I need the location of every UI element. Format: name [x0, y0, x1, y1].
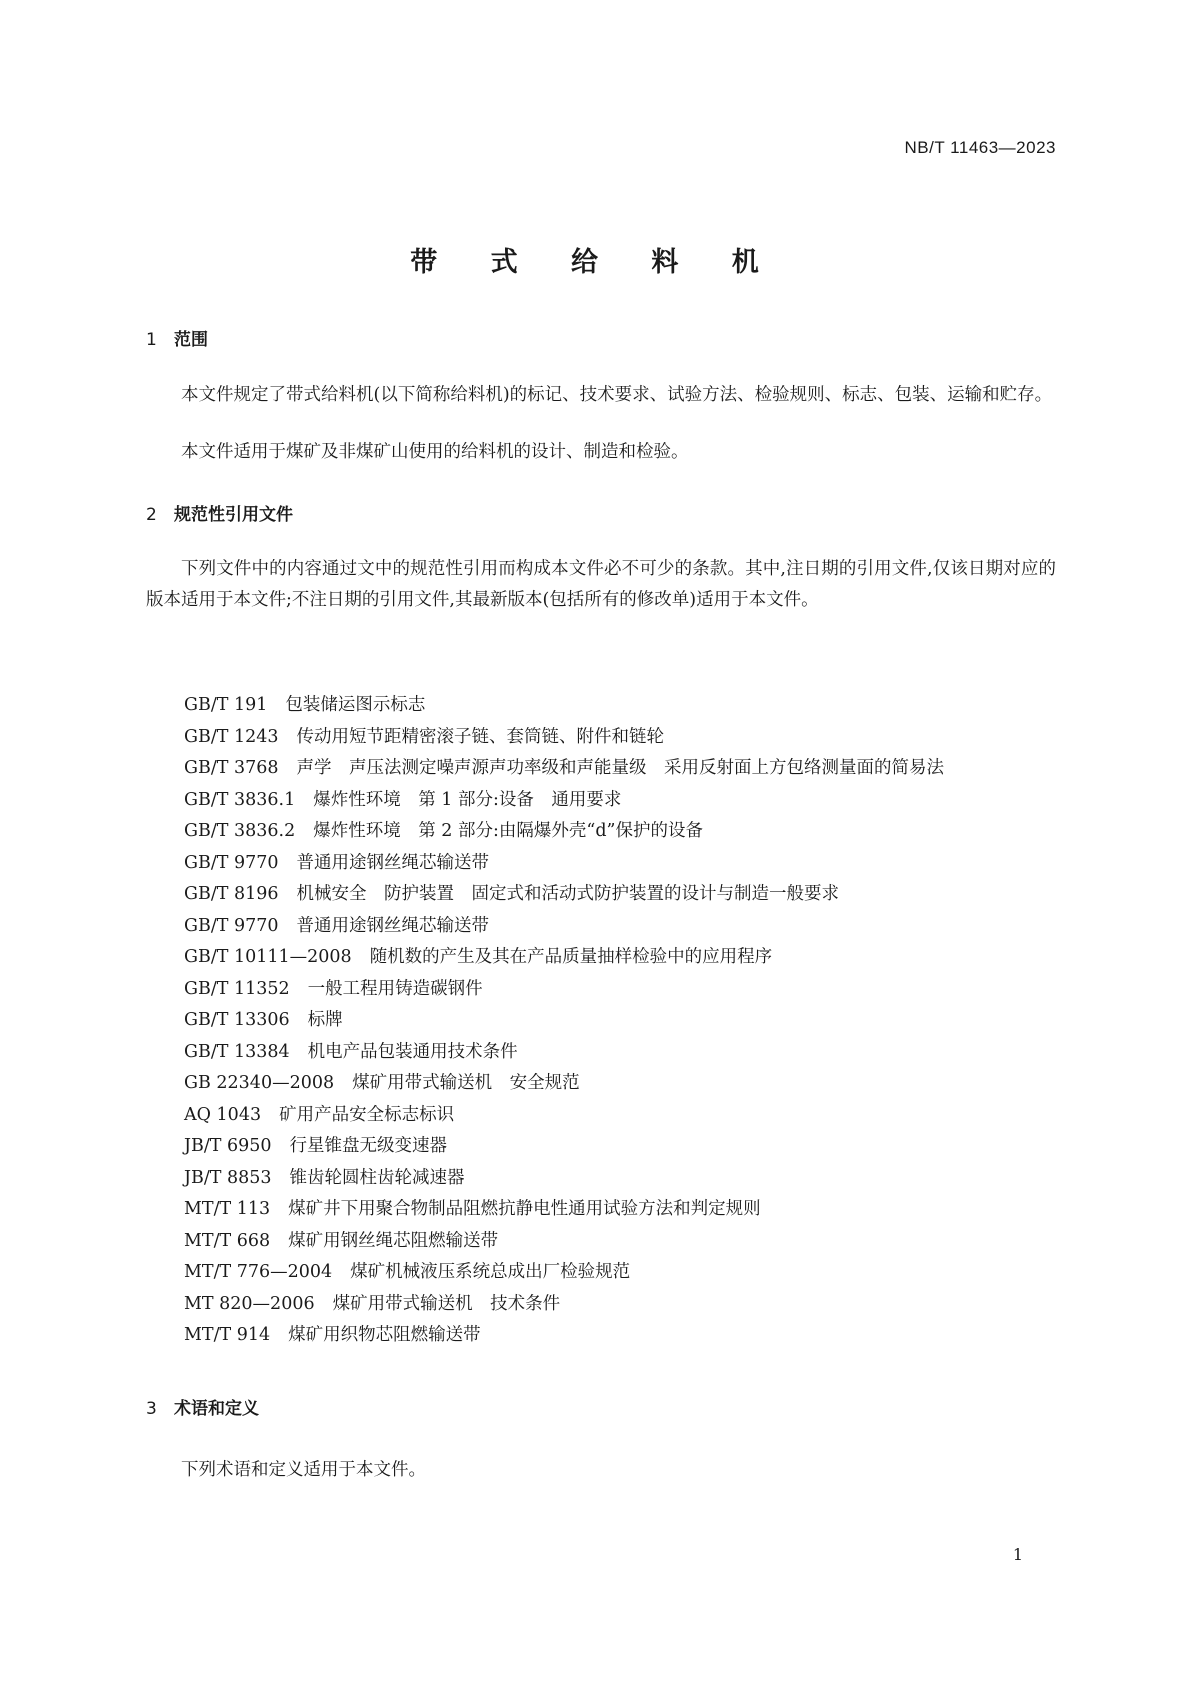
section-3-heading	[146, 1394, 259, 1419]
section-3-title: 术语和定义	[174, 1399, 259, 1419]
reference-code: GB/T 1243	[184, 726, 279, 747]
section-3-intro: 下列术语和定义适用于本文件。	[181, 1460, 426, 1480]
reference-code: GB/T 10111—2008	[184, 947, 352, 967]
reference-item	[184, 785, 1056, 817]
reference-code: GB/T 13384	[184, 1041, 290, 1062]
reference-title: 包装储运图示标志	[285, 695, 426, 715]
reference-item	[184, 1005, 1056, 1037]
reference-title: 随机数的产生及其在产品质量抽样检验中的应用程序	[369, 947, 773, 967]
page-number: 1	[1012, 1545, 1023, 1564]
reference-title: 普通用途钢丝绳芯输送带	[296, 852, 490, 873]
section-1-paragraph-2: 本文件适用于煤矿及非煤矿山使用的给料机的设计、制造和检验。	[181, 442, 689, 462]
reference-code: GB/T 11352	[184, 978, 290, 999]
section-3-number: 3	[146, 1399, 157, 1419]
reference-title: 声学 声压法测定噪声源声功率级和声能量级 采用反射面上方包络测量面的简易法	[296, 758, 945, 778]
reference-item	[184, 879, 1056, 911]
reference-title: 煤矿井下用聚合物制品阻燃抗静电性通用试验方法和判定规则	[288, 1199, 761, 1219]
reference-code: AQ 1043	[184, 1104, 262, 1125]
reference-code: GB/T 3768	[184, 758, 279, 778]
section-1-paragraph-1: 本文件规定了带式给料机(以下简称给料机)的标记、技术要求、试验方法、检验规则、标志、包装、运输和贮存。	[181, 385, 1053, 405]
reference-code: MT/T 776—2004	[184, 1262, 333, 1282]
reference-code: MT 820—2006	[184, 1293, 315, 1314]
section-2-number: 2	[146, 505, 157, 525]
reference-title: 爆炸性环境 第 1 部分:设备 通用要求	[313, 789, 622, 810]
reference-code: GB/T 13306	[184, 1010, 290, 1030]
reference-code: GB/T 3836.2	[184, 821, 296, 841]
reference-item	[184, 690, 1056, 722]
section-2-title: 规范性引用文件	[174, 505, 293, 525]
reference-code: GB/T 8196	[184, 884, 279, 904]
reference-code: GB/T 9770	[184, 852, 279, 873]
reference-title: 传动用短节距精密滚子链、套筒链、附件和链轮	[296, 726, 665, 747]
reference-item	[146, 753, 1056, 785]
reference-code: MT/T 914	[184, 1325, 271, 1345]
reference-code: GB 22340—2008	[184, 1073, 335, 1093]
reference-code: GB/T 3836.1	[184, 789, 296, 810]
section-1-number: 1	[146, 330, 157, 350]
reference-item	[184, 1131, 1056, 1163]
reference-item	[184, 722, 1056, 754]
reference-title: 煤矿机械液压系统总成出厂检验规范	[350, 1262, 631, 1282]
reference-title: 煤矿用织物芯阻燃输送带	[288, 1325, 481, 1345]
reference-item	[184, 848, 1056, 880]
normative-references-list	[184, 690, 1056, 1352]
reference-item	[184, 816, 1056, 848]
reference-item	[184, 1320, 1056, 1352]
reference-code: GB/T 9770	[184, 915, 279, 936]
reference-title: 煤矿用带式输送机 安全规范	[352, 1073, 580, 1093]
reference-code: MT/T 668	[184, 1230, 271, 1251]
reference-title: 行星锥盘无级变速器	[289, 1136, 448, 1156]
reference-item	[184, 1163, 1056, 1195]
reference-item	[184, 942, 1056, 974]
reference-item	[184, 1068, 1056, 1100]
reference-title: 煤矿用带式输送机 技术条件	[332, 1293, 561, 1314]
section-1-heading	[146, 325, 208, 350]
reference-item	[184, 1100, 1056, 1132]
reference-item	[184, 1257, 1056, 1289]
reference-item	[184, 974, 1056, 1006]
reference-title: 普通用途钢丝绳芯输送带	[296, 915, 490, 936]
reference-code: JB/T 8853	[184, 1167, 272, 1188]
reference-title: 煤矿用钢丝绳芯阻燃输送带	[288, 1230, 499, 1251]
reference-item	[184, 911, 1056, 943]
reference-code: GB/T 191	[184, 695, 268, 715]
standard-code: NB/T 11463—2023	[904, 138, 1056, 157]
reference-code: JB/T 6950	[184, 1136, 272, 1156]
reference-title: 矿用产品安全标志标识	[279, 1104, 455, 1125]
section-2-heading	[146, 500, 293, 525]
document-title: 带 式 给 料 机	[410, 247, 781, 278]
reference-title: 锥齿轮圆柱齿轮减速器	[289, 1167, 465, 1188]
section-2-intro: 下列文件中的内容通过文中的规范性引用而构成本文件必不可少的条款。其中,注日期的引用文件,仅该日期对应的版本适用于本文件;不注日期的引用文件,其最新版本(包括所有的修改单)适用于本文件。	[146, 559, 1056, 610]
reference-item	[184, 1194, 1056, 1226]
reference-title: 爆炸性环境 第 2 部分:由隔爆外壳“d”保护的设备	[313, 821, 703, 841]
reference-title: 一般工程用铸造碳钢件	[307, 978, 483, 999]
reference-item	[184, 1037, 1056, 1069]
section-1-title: 范围	[174, 330, 208, 350]
reference-title: 机电产品包装通用技术条件	[307, 1041, 518, 1062]
reference-title: 机械安全 防护装置 固定式和活动式防护装置的设计与制造一般要求	[296, 884, 840, 904]
reference-code: MT/T 113	[184, 1199, 271, 1219]
reference-title: 标牌	[307, 1010, 343, 1030]
reference-item	[184, 1289, 1056, 1321]
reference-item	[184, 1226, 1056, 1258]
